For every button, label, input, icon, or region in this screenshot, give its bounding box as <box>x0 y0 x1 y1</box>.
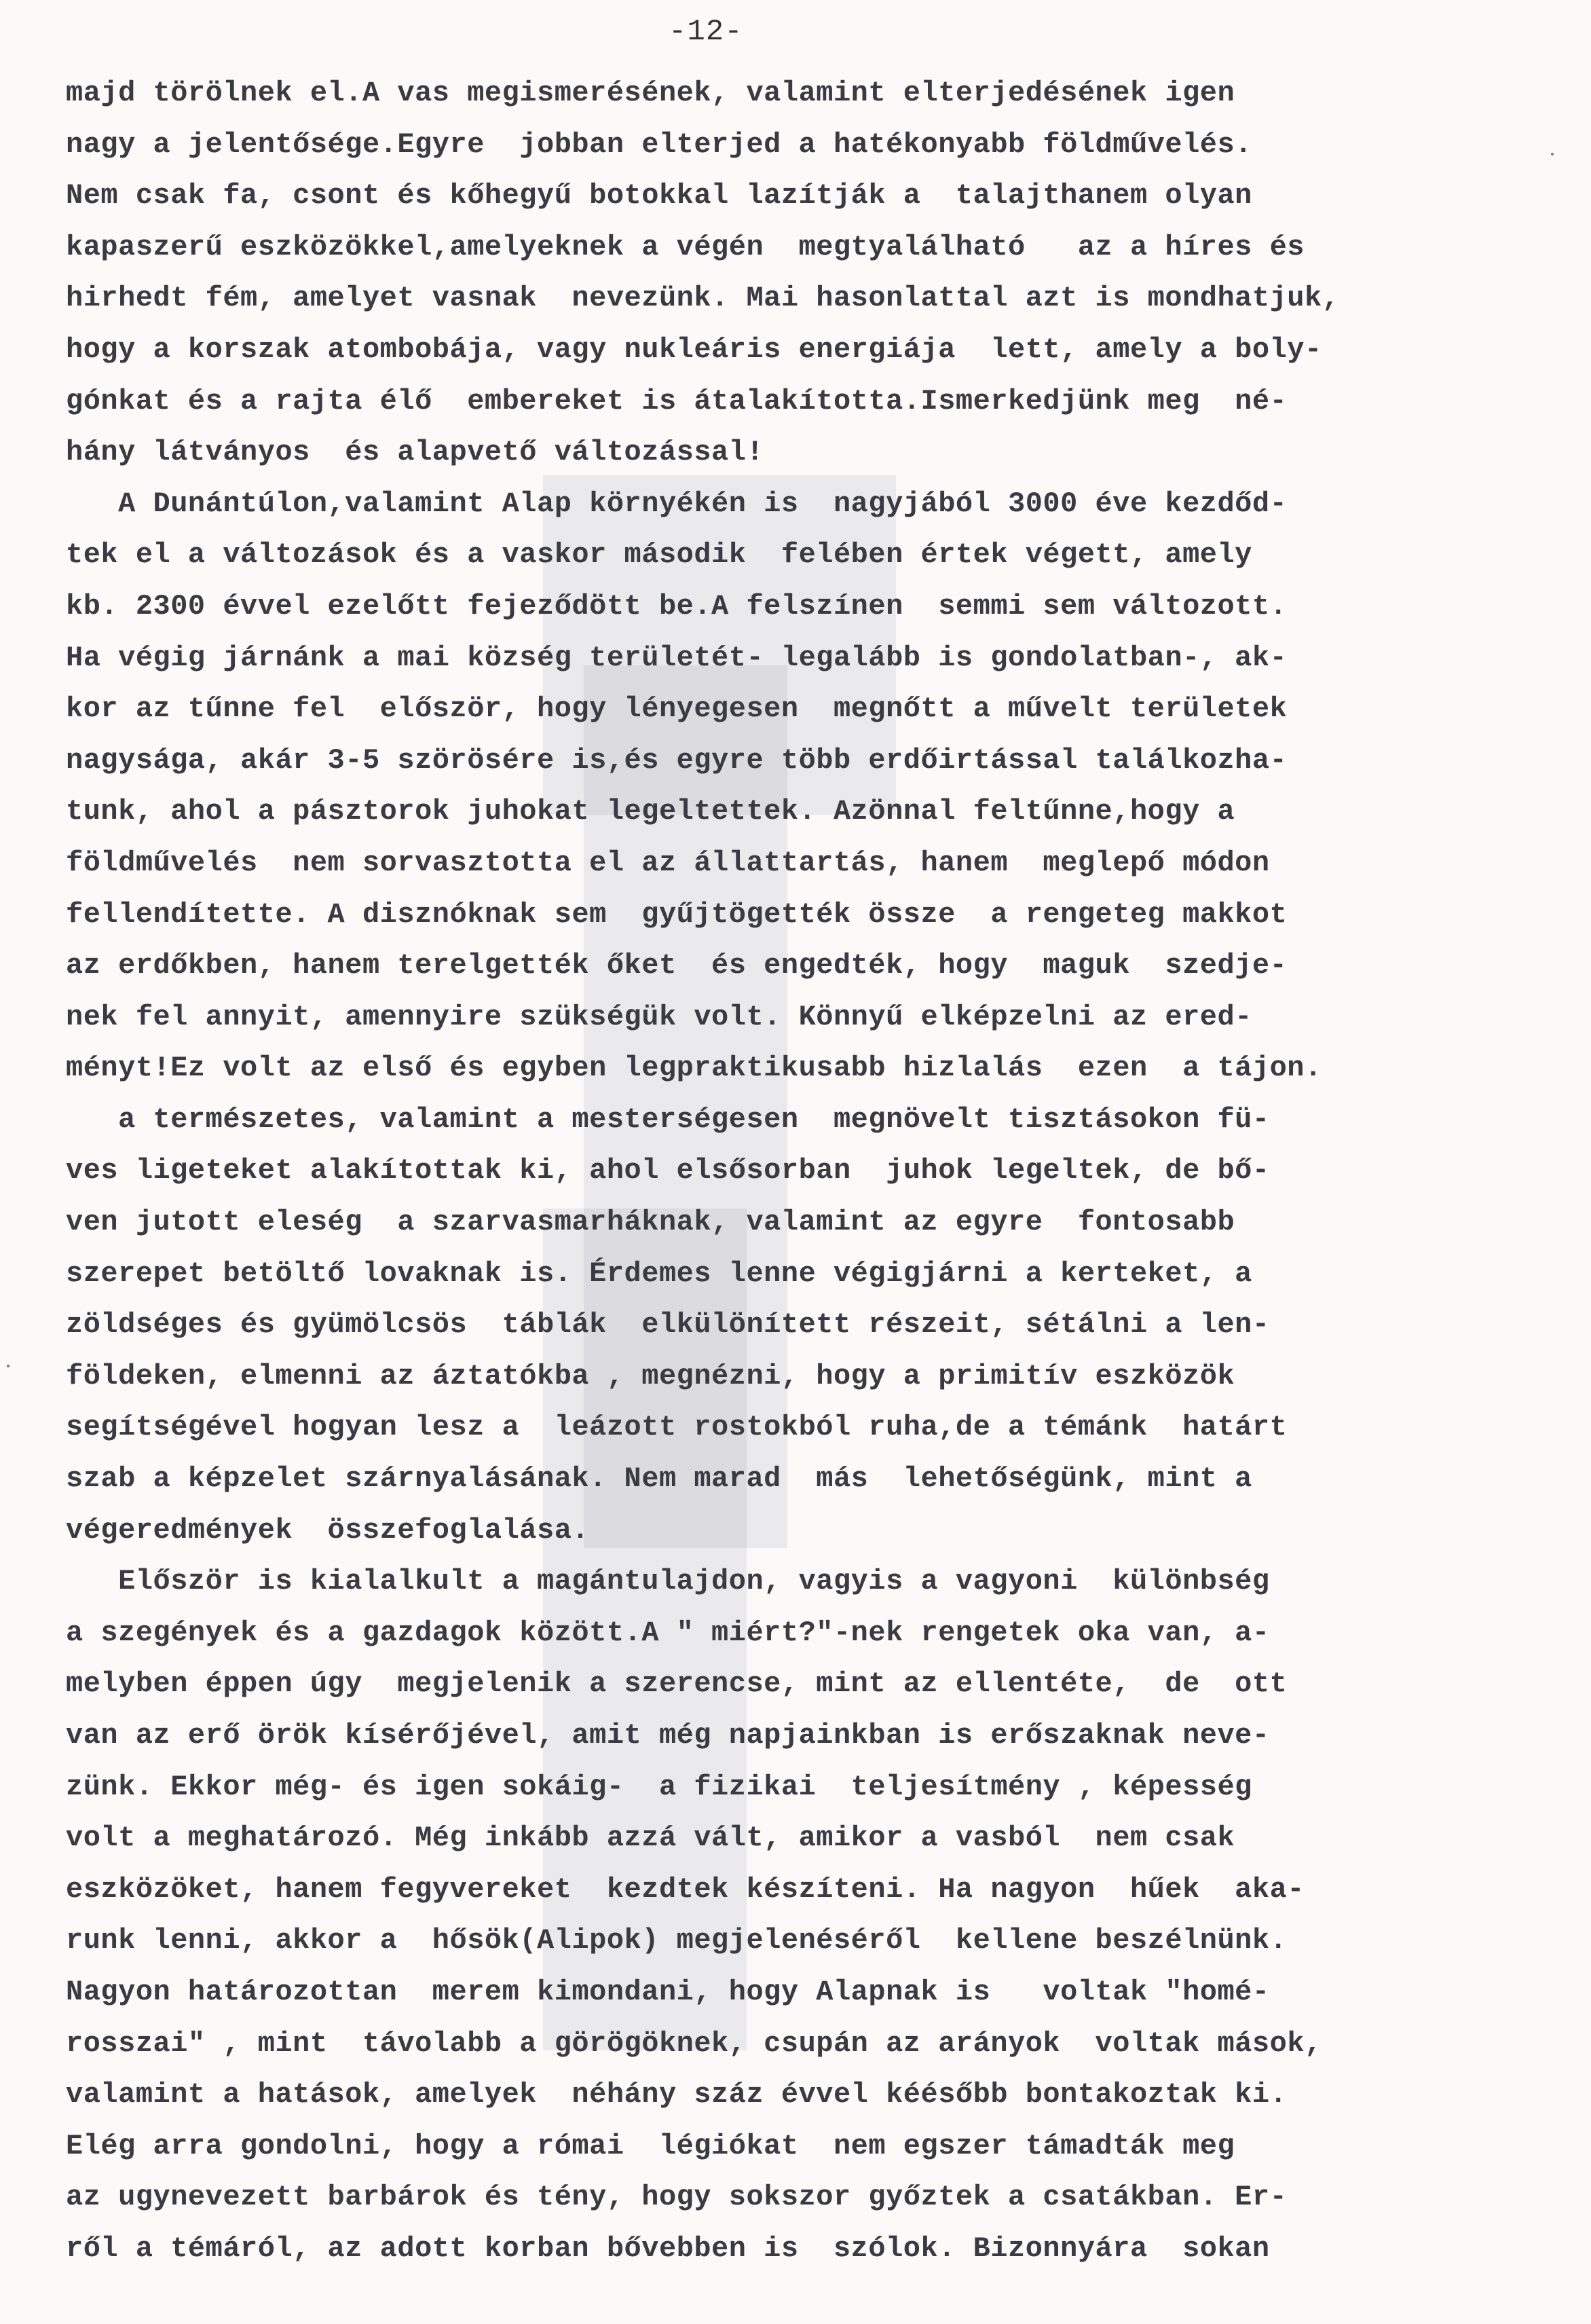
text-line: van az erő örök kísérőjével, amit még napjainkban is erőszaknak neve- <box>66 1719 1270 1752</box>
text-line: az erdőkben, hanem terelgették őket és engedték, hogy maguk szedje- <box>66 949 1288 982</box>
text-line: szab a képzelet szárnyalásának. Nem marad más lehetőségünk, mint a <box>66 1462 1252 1496</box>
text-line: tek el a változások és a vaskor második felében értek végett, amely <box>66 538 1252 572</box>
text-line: szerepet betöltő lovaknak is. Érdemes lenne végigjárni a kerteket, a <box>66 1257 1252 1290</box>
body-text <box>66 68 1566 2275</box>
text-line: Elég arra gondolni, hogy a római légiókat nem egszer támadták meg <box>66 2129 1235 2162</box>
text-line: ről a témáról, az adott korban bővebben is szólok. Bizonnyára sokan <box>66 2232 1270 2265</box>
text-line: ven jutott eleség a szarvasmarháknak, valamint az egyre fontosabb <box>66 1206 1235 1239</box>
text-line: az ugynevezett barbárok és tény, hogy sokszor győztek a csatákban. Er- <box>66 2181 1288 2214</box>
text-line: Nagyon határozottan merem kimondani, hogy Alapnak is voltak "homé- <box>66 1975 1270 2008</box>
text-line: kb. 2300 évvel ezelőtt fejeződött be.A felszínen semmi sem változott. <box>66 589 1288 623</box>
text-line: nek fel annyit, amennyire szükségük volt. Könnyű elképzelni az ered- <box>66 1000 1252 1033</box>
text-line: ves ligeteket alakítottak ki, ahol elsősorban juhok legeltek, de bő- <box>66 1154 1270 1187</box>
text-line: segítségével hogyan lesz a leázott rostokból ruha,de a témánk határt <box>66 1411 1288 1444</box>
text-line: melyben éppen úgy megjelenik a szerencse, mint az ellentéte, de ott <box>66 1667 1288 1701</box>
text-line: ményt!Ez volt az első és egyben legpraktikusabb hizlalás ezen a tájon. <box>66 1052 1322 1085</box>
text-line: Ha végig járnánk a mai község területét- legalább is gondolatban-, ak- <box>66 641 1288 674</box>
ink-speck <box>7 1365 10 1367</box>
text-line: kor az tűnne fel először, hogy lényegesen megnőtt a művelt területek <box>66 693 1288 726</box>
text-line: runk lenni, akkor a hősök(Alipok) megjelenéséről kellene beszélnünk. <box>66 1924 1288 1957</box>
text-line: valamint a hatások, amelyek néhány száz évvel kéésőbb bontakoztak ki. <box>66 2078 1288 2111</box>
text-line: nagysága, akár 3-5 szörösére is,és egyre több erdőirtással találkozha- <box>66 743 1288 777</box>
text-line: zünk. Ekkor még- és igen sokáig- a fizikai teljesítmény , képesség <box>66 1770 1252 1803</box>
text-line: tunk, ahol a pásztorok juhokat legeltettek. Azönnal feltűnne,hogy a <box>66 795 1235 828</box>
text-line: nagy a jelentősége.Egyre jobban elterjed a hatékonyabb földművelés. <box>66 128 1252 161</box>
text-line: A Dunántúlon,valamint Alap környékén is nagyjából 3000 éve kezdőd- <box>66 487 1288 520</box>
text-line: Először is kialalkult a magántulajdon, vagyis a vagyoni különbség <box>66 1565 1270 1598</box>
page-number: -12- <box>669 15 743 49</box>
text-line: volt a meghatározó. Még inkább azzá vált, amikor a vasból nem csak <box>66 1822 1235 1855</box>
text-line: majd törölnek el.A vas megismerésének, valamint elterjedésének igen <box>66 77 1235 109</box>
ink-speck <box>1551 153 1554 155</box>
text-line: fellendítette. A disznóknak sem gyűjtögették össze a rengeteg makkot <box>66 898 1288 931</box>
text-line: Nem csak fa, csont és kőhegyű botokkal lazítják a talajthanem olyan <box>66 179 1252 213</box>
text-line: hogy a korszak atombobája, vagy nukleáris energiája lett, amely a boly- <box>66 333 1322 366</box>
text-line: földeken, elmenni az áztatókba , megnézni, hogy a primitív eszközök <box>66 1359 1235 1392</box>
text-line: a természetes, valamint a mesterségesen megnövelt tisztásokon fü- <box>66 1103 1270 1136</box>
text-line: végeredmények összefoglalása. <box>66 1513 590 1547</box>
text-line: hirhedt fém, amelyet vasnak nevezünk. Mai hasonlattal azt is mondhatjuk, <box>66 282 1340 315</box>
text-line: hány látványos és alapvető változással! <box>66 436 764 469</box>
text-line: a szegények és a gazdagok között.A " miért?"-nek rengetek oka van, a- <box>66 1616 1270 1649</box>
text-line: kapaszerű eszközökkel,amelyeknek a végén megtyalálható az a híres és <box>66 230 1305 263</box>
text-line: eszközöket, hanem fegyvereket kezdtek készíteni. Ha nagyon hűek aka- <box>66 1873 1305 1906</box>
text-line: gónkat és a rajta élő embereket is átalakította.Ismerkedjünk meg né- <box>66 384 1288 418</box>
text-line: zöldséges és gyümölcsös táblák elkülönített részeit, sétálni a len- <box>66 1308 1270 1342</box>
text-line: földművelés nem sorvasztotta el az állattartás, hanem meglepő módon <box>66 846 1270 879</box>
text-line: rosszai" , mint távolabb a görögöknek, csupán az arányok voltak mások, <box>66 2027 1322 2060</box>
